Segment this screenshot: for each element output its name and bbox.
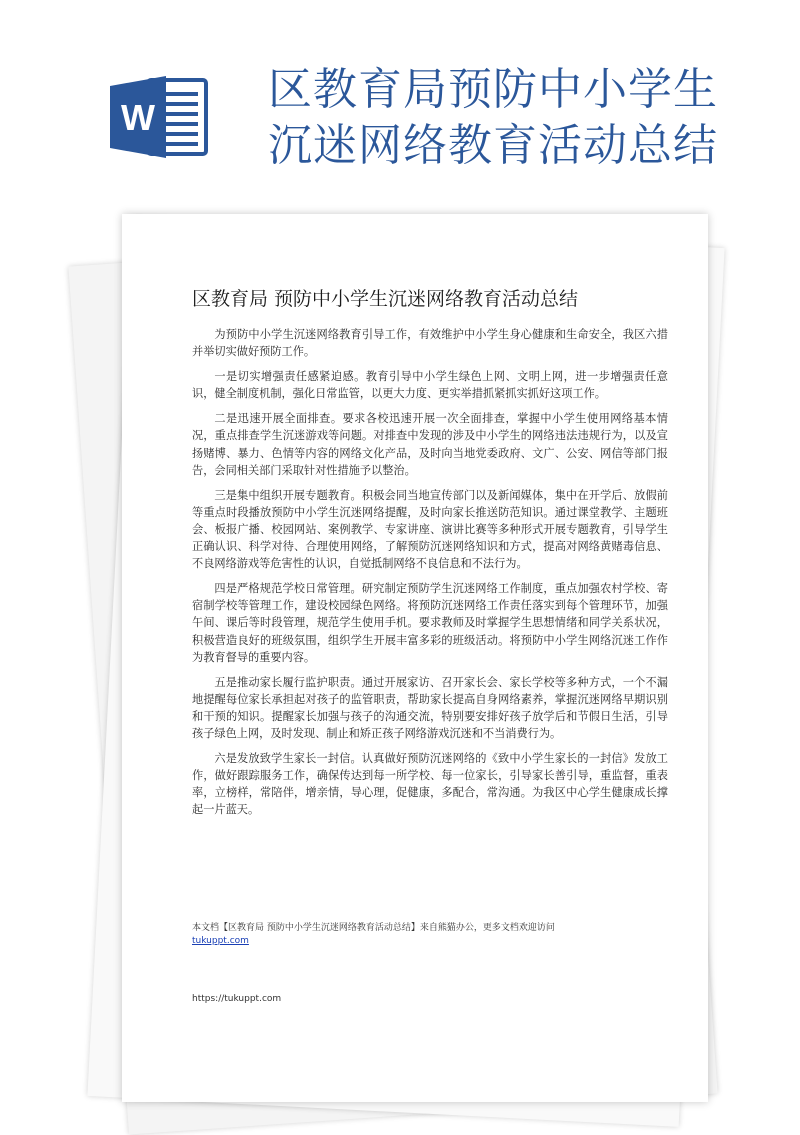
footer-url[interactable]: https://tukuppt.com: [192, 994, 282, 1004]
document-body: [192, 326, 668, 826]
paragraph-intro: 为预防中小学生沉迷网络教育引导工作，有效维护中小学生身心健康和生命安全，我区六措并举切实做好预防工作。: [192, 328, 668, 359]
word-app-icon: [108, 74, 212, 160]
source-note-text: 本文档【区教育局 预防中小学生沉迷网络教育活动总结】来自熊猫办公，更多文档欢迎访问: [192, 923, 555, 933]
source-note: [192, 922, 672, 948]
source-link[interactable]: tukuppt.com: [192, 936, 249, 946]
paragraph-3: 三是集中组织开展专题教育。积极会同当地宣传部门以及新闻媒体，集中在开学后、放假前等重点时段播放预防中小学生沉迷网络提醒，及时向家长推送防范知识。通过课堂教学、主题班会、板报广播、校园网站、案例教学、专家讲座、演讲比赛等多种形式开展专题教育，引导学生正确认识、科学对待、合理使用网络，了解预防沉迷网络知识和方式，提高对网络黄赌毒信息、不良网络游戏等危害性的认识，自觉抵制网络不良信息和不法行为。: [192, 488, 668, 571]
paragraph-5: 五是推动家长履行监护职责。通过开展家访、召开家长会、家长学校等多种方式，一个不漏地提醒每位家长承担起对孩子的监管职责，帮助家长提高自身网络素养，掌握沉迷网络早期识别和干预的知识。提醒家长加强与孩子的沟通交流，特别要安排好孩子放学后和节假日生活，引导孩子绿色上网，及时发现、制止和矫正孩子网络游戏沉迷和不当消费行为。: [192, 675, 668, 740]
document-page: [122, 214, 708, 1102]
paragraph-4: 四是严格规范学校日常管理。研究制定预防学生沉迷网络工作制度，重点加强农村学校、寄宿制学校等管理工作，建设校园绿色网络。将预防沉迷网络工作责任落实到每个管理环节，加强午间、课后等时段管理，规范学生使用手机。要求教师及时掌握学生思想情绪和同学关系状况，积极营造良好的班级氛围，组织学生开展丰富多彩的班级活动。将预防中小学生网络沉迷工作作为教育督导的重要内容。: [192, 582, 668, 664]
banner-title: [268, 62, 768, 174]
paragraph-6: 六是发放致学生家长一封信。认真做好预防沉迷网络的《致中小学生家长的一封信》发放工作，做好跟踪服务工作，确保传达到每一所学校、每一位家长，引导家长善引导，重监督，重表率，立榜样，常陪伴，增亲情，导心理，促健康，多配合，常沟通。为我区中心学生健康成长撑起一片蓝天。: [192, 752, 668, 817]
banner-title-line1: 区教育局预防中小学生: [268, 64, 718, 115]
banner-title-line2: 沉迷网络教育活动总结: [268, 120, 718, 171]
document-title: 区教育局 预防中小学生沉迷网络教育活动总结: [192, 288, 579, 310]
word-letter-icon: W: [121, 97, 155, 138]
paragraph-1: 一是切实增强责任感紧迫感。教育引导中小学生绿色上网、文明上网，进一步增强责任意识，健全制度机制，强化日常监管，以更大力度、更实举措抓紧抓实抓好这项工作。: [192, 370, 668, 401]
banner: [0, 0, 800, 215]
paragraph-2: 二是迅速开展全面排查。要求各校迅速开展一次全面排查，掌握中小学生使用网络基本情况，重点排查学生沉迷游戏等问题。对排查中发现的涉及中小学生的网络违法违规行为，以及宣扬赌博、暴力、色情等内容的网络文化产品，及时向当地党委政府、文广、公安、网信等部门报告，会同相关部门采取针对性措施予以整治。: [192, 412, 668, 477]
